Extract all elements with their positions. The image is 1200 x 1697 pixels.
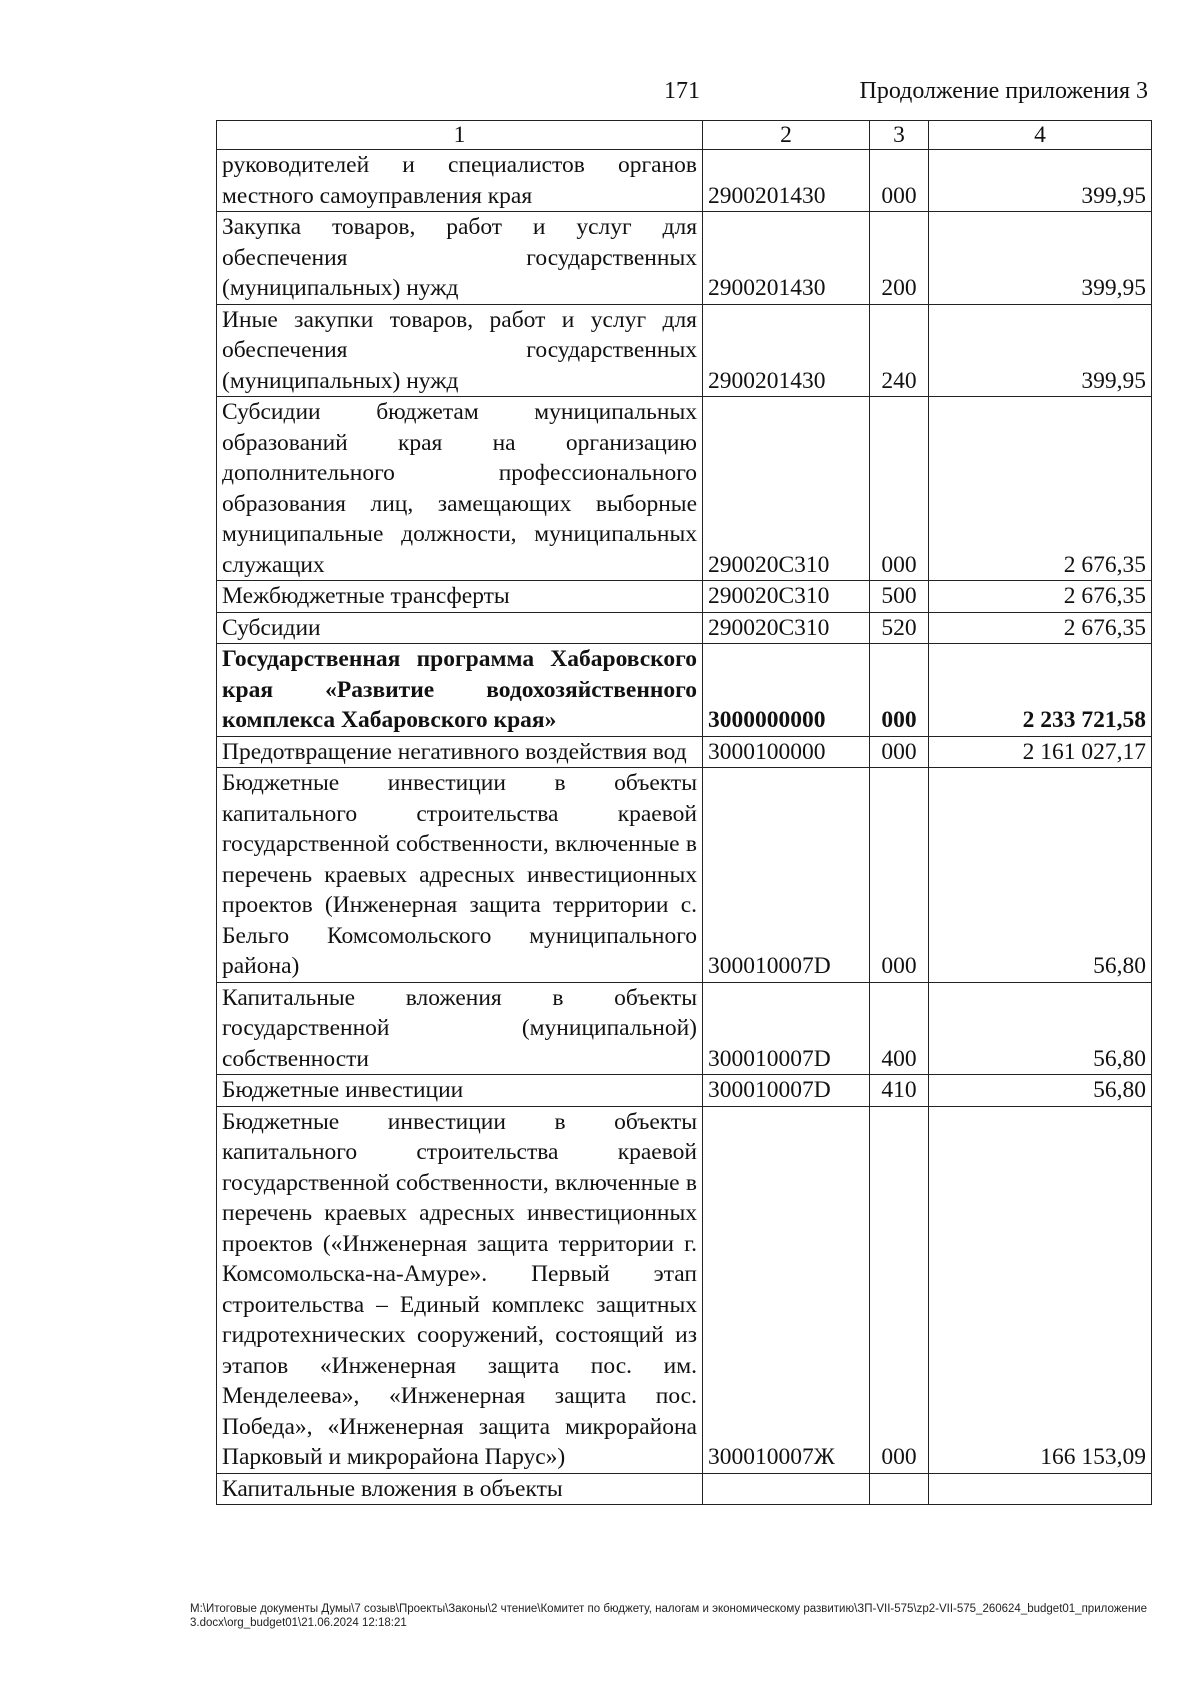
table-row xyxy=(217,212,1152,305)
row-name: Капитальные вложения в объекты государственной (муниципальной) собственности xyxy=(217,982,703,1075)
row-name: Капитальные вложения в объекты xyxy=(217,1473,703,1505)
row-type: 400 xyxy=(870,982,929,1075)
row-name: Субсидии xyxy=(217,612,703,644)
row-amount: 2 161 027,17 xyxy=(929,736,1152,768)
table-row xyxy=(217,982,1152,1075)
row-name: Иные закупки товаров, работ и услуг для обеспечения государственных (муниципальных) нужд xyxy=(217,304,703,397)
row-name: Бюджетные инвестиции xyxy=(217,1075,703,1107)
row-amount: 2 233 721,58 xyxy=(929,644,1152,737)
row-type: 000 xyxy=(870,1106,929,1473)
table-row xyxy=(217,1473,1152,1505)
table-row xyxy=(217,397,1152,581)
row-type: 000 xyxy=(870,397,929,581)
row-type: 410 xyxy=(870,1075,929,1107)
row-code: 300010007D xyxy=(703,1075,870,1107)
row-name: Государственная программа Хабаровского края «Развитие водохозяйственного комплекса Хабаровского края» xyxy=(217,644,703,737)
table-row xyxy=(217,644,1152,737)
row-type: 200 xyxy=(870,212,929,305)
table-body xyxy=(217,150,1152,1505)
row-code xyxy=(703,1473,870,1505)
budget-table xyxy=(216,120,1152,1505)
page-number: 171 xyxy=(664,78,700,104)
row-code: 3000100000 xyxy=(703,736,870,768)
table-row xyxy=(217,612,1152,644)
row-code: 300010007D xyxy=(703,982,870,1075)
row-code: 300010007Ж xyxy=(703,1106,870,1473)
row-name: руководителей и специалистов органов местного самоуправления края xyxy=(217,150,703,212)
table-row xyxy=(217,736,1152,768)
row-code: 300010007D xyxy=(703,768,870,983)
column-header-4: 4 xyxy=(929,121,1152,150)
row-code: 290020С310 xyxy=(703,581,870,613)
row-name: Предотвращение негативного воздействия вод xyxy=(217,736,703,768)
row-type: 000 xyxy=(870,768,929,983)
table-row xyxy=(217,1106,1152,1473)
table-row xyxy=(217,768,1152,983)
row-code: 2900201430 xyxy=(703,304,870,397)
row-code: 290020С310 xyxy=(703,397,870,581)
table-row xyxy=(217,581,1152,613)
row-name: Субсидии бюджетам муниципальных образований края на организацию дополнительного профессионального образования лиц, замещающих выборные муниципальные должности, муниципальных служащих xyxy=(217,397,703,581)
row-name: Бюджетные инвестиции в объекты капитального строительства краевой государственной собственности, включенные в перечень краевых адресных инвестиционных проектов («Инженерная защита территории г. Комсомольска-на-Амуре». Первый этап строительства – Единый комплекс защитных гидротехнических сооружений, состоящий из этапов «Инженерная защита пос. им. Менделеева», «Инженерная защита пос. Победа», «Инженерная защита микрорайона Парковый и микрорайона Парус») xyxy=(217,1106,703,1473)
row-code: 2900201430 xyxy=(703,150,870,212)
column-header-1: 1 xyxy=(217,121,703,150)
table-row xyxy=(217,304,1152,397)
column-header-2: 2 xyxy=(703,121,870,150)
row-amount: 56,80 xyxy=(929,982,1152,1075)
row-type: 500 xyxy=(870,581,929,613)
row-code: 2900201430 xyxy=(703,212,870,305)
row-type: 520 xyxy=(870,612,929,644)
row-amount: 399,95 xyxy=(929,212,1152,305)
row-amount: 56,80 xyxy=(929,768,1152,983)
column-header-3: 3 xyxy=(870,121,929,150)
row-amount xyxy=(929,1473,1152,1505)
row-amount: 399,95 xyxy=(929,150,1152,212)
row-code: 290020С310 xyxy=(703,612,870,644)
row-type xyxy=(870,1473,929,1505)
file-path-footer: M:\Итоговые документы Думы\7 созыв\Проекты\Законы\2 чтение\Комитет по бюджету, налогам и экономическому развитию\ЗП-VII-575\zp2-VII-575_260624_budget01_приложение3.docx\org_budget01\21.06.2024 12:18:21 xyxy=(190,1603,1147,1629)
row-type: 000 xyxy=(870,644,929,737)
row-amount: 2 676,35 xyxy=(929,612,1152,644)
table-row xyxy=(217,150,1152,212)
row-type: 000 xyxy=(870,736,929,768)
row-amount: 56,80 xyxy=(929,1075,1152,1107)
row-type: 240 xyxy=(870,304,929,397)
row-name: Закупка товаров, работ и услуг для обеспечения государственных (муниципальных) нужд xyxy=(217,212,703,305)
header-row xyxy=(217,121,1152,150)
row-name: Бюджетные инвестиции в объекты капитального строительства краевой государственной собственности, включенные в перечень краевых адресных инвестиционных проектов (Инженерная защита территории с. Бельго Комсомольского муниципального района) xyxy=(217,768,703,983)
row-name: Межбюджетные трансферты xyxy=(217,581,703,613)
row-type: 000 xyxy=(870,150,929,212)
continuation-caption: Продолжение приложения 3 xyxy=(859,78,1148,104)
row-amount: 399,95 xyxy=(929,304,1152,397)
row-amount: 2 676,35 xyxy=(929,397,1152,581)
table-row xyxy=(217,1075,1152,1107)
row-amount: 2 676,35 xyxy=(929,581,1152,613)
row-code: 3000000000 xyxy=(703,644,870,737)
row-amount: 166 153,09 xyxy=(929,1106,1152,1473)
